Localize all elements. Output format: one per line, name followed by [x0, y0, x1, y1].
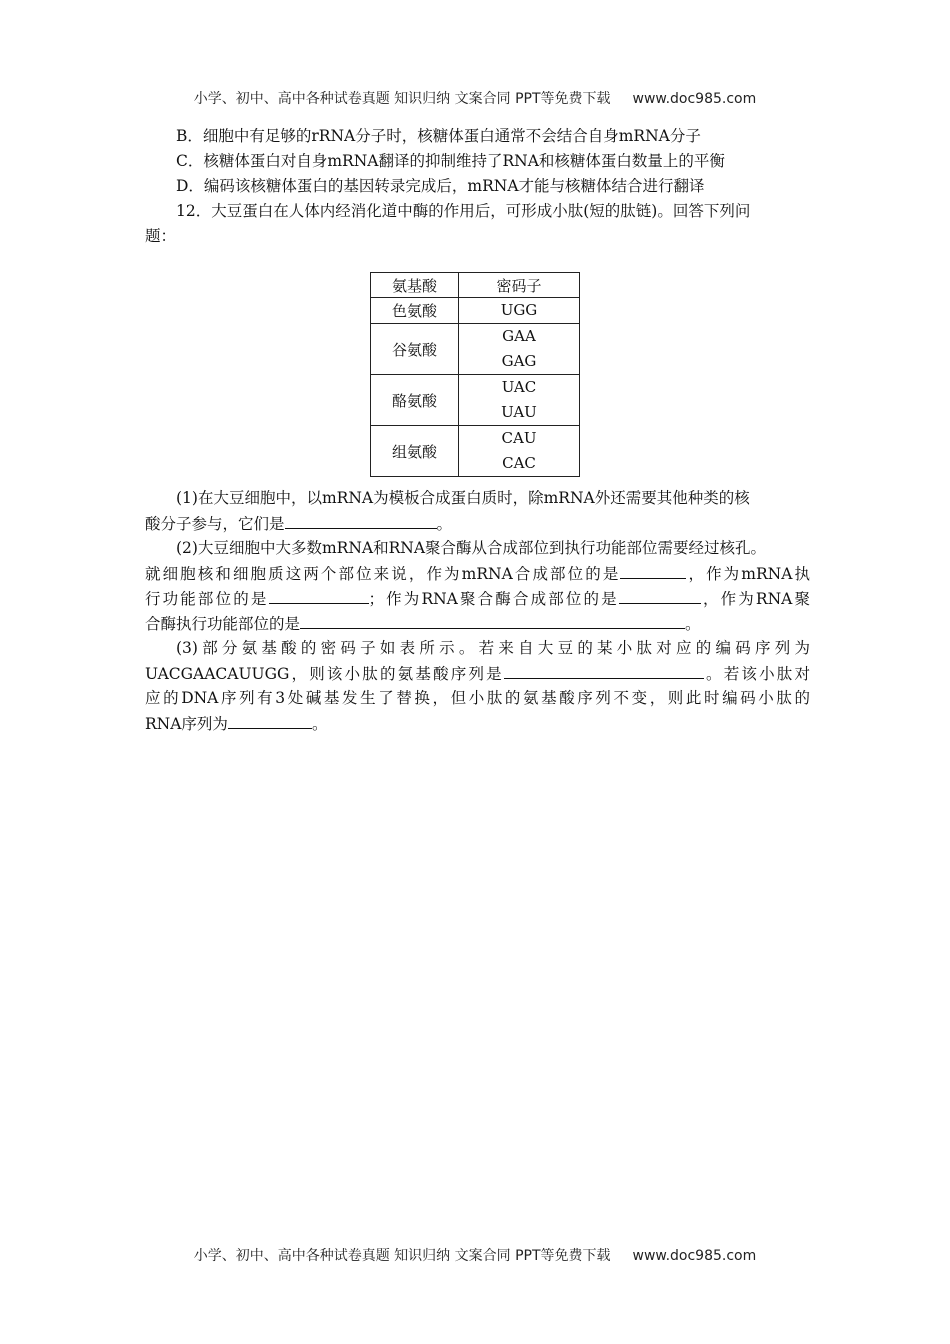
- part-1-text: 酸分子参与，它们是: [145, 515, 285, 533]
- codon: UAC: [501, 378, 537, 396]
- amino-acid-cell: 色氨酸: [371, 298, 459, 324]
- amino-acid-cell: 组氨酸: [371, 426, 459, 477]
- codon: GAA: [502, 327, 536, 345]
- page-footer: [0, 1245, 950, 1265]
- codon-cell: [459, 324, 580, 375]
- part-2-line-1: (2)大豆细胞中大多数mRNA和RNA聚合酶从合成部位到执行功能部位需要经过核孔。: [176, 539, 767, 557]
- header-url[interactable]: www.doc985.com: [632, 91, 757, 107]
- footer-url[interactable]: www.doc985.com: [632, 1248, 757, 1264]
- codon: UAU: [501, 403, 537, 421]
- answer-blank-6[interactable]: [504, 661, 704, 679]
- part-2-text-b: ，作为mRNA执: [686, 565, 810, 583]
- part-1-line-1: (1)在大豆细胞中，以mRNA为模板合成蛋白质时，除mRNA外还需要其他种类的核: [176, 489, 750, 507]
- answer-blank-2[interactable]: [620, 561, 686, 579]
- table-row: [371, 298, 580, 324]
- table-header-row: [371, 273, 580, 298]
- page-header: [0, 88, 950, 108]
- codon-cell: [459, 426, 580, 477]
- codon-table: [370, 272, 580, 477]
- footer-text: 小学、初中、高中各种试卷真题 知识归纳 文案合同 PPT等免费下载: [193, 1248, 611, 1264]
- answer-blank-5[interactable]: [300, 611, 685, 629]
- part-2-end: 。: [685, 615, 701, 633]
- table-header-amino: 氨基酸: [371, 273, 459, 298]
- codon: GAG: [501, 352, 537, 370]
- part-1-line-2: [145, 511, 810, 536]
- option-c: C．核糖体蛋白对自身mRNA翻译的抑制维持了RNA和核糖体蛋白数量上的平衡: [176, 152, 725, 170]
- table-row: [371, 324, 580, 375]
- part-3-text-a: UACGAACAUUGG，则该小肽的氨基酸序列是: [145, 665, 504, 683]
- codon-cell: [459, 298, 580, 324]
- question-12-stem: 12．大豆蛋白在人体内经消化道中酶的作用后，可形成小肽(短的肽链)。回答下列问: [176, 202, 751, 220]
- codon: UGG: [500, 301, 538, 319]
- amino-acid-cell: 酪氨酸: [371, 375, 459, 426]
- answer-blank-1[interactable]: [285, 511, 437, 529]
- option-b: B．细胞中有足够的rRNA分子时，核糖体蛋白通常不会结合自身mRNA分子: [176, 127, 701, 145]
- part-2-text-e: ，作为RNA聚: [700, 590, 810, 608]
- table-row: [371, 426, 580, 477]
- part-3-line-3: 应的DNA序列有3处碱基发生了替换，但小肽的氨基酸序列不变，则此时编码小肽的: [145, 689, 810, 707]
- part-3-text-c: RNA序列为: [145, 715, 228, 733]
- codon-cell: [459, 375, 580, 426]
- part-3-line-2: [145, 661, 810, 686]
- header-text: 小学、初中、高中各种试卷真题 知识归纳 文案合同 PPT等免费下载: [193, 91, 611, 107]
- part-2-text-a: 就细胞核和细胞质这两个部位来说，作为mRNA合成部位的是: [145, 565, 621, 583]
- part-1-end: 。: [436, 515, 453, 533]
- table-header-codon: 密码子: [459, 273, 580, 298]
- answer-blank-4[interactable]: [619, 586, 701, 604]
- part-2-text-f: 合酶执行功能部位的是: [145, 615, 301, 633]
- codon: CAC: [502, 454, 536, 472]
- table-row: [371, 375, 580, 426]
- option-d: D．编码该核糖体蛋白的基因转录完成后，mRNA才能与核糖体结合进行翻译: [176, 177, 705, 195]
- part-2-text-c: 行功能部位的是: [145, 590, 269, 608]
- part-2-line-2: [145, 561, 810, 586]
- part-2-text-d: ；作为RNA聚合酶合成部位的是: [368, 590, 619, 608]
- part-2-line-3: [145, 586, 810, 611]
- part-3-line-1: (3)部分氨基酸的密码子如表所示。若来自大豆的某小肽对应的编码序列为: [176, 639, 810, 657]
- part-3-line-4: [145, 711, 810, 736]
- answer-blank-3[interactable]: [269, 586, 369, 604]
- part-3-end: 。: [311, 715, 328, 733]
- codon: CAU: [501, 429, 537, 447]
- part-2-line-4: [145, 611, 810, 636]
- amino-acid-cell: 谷氨酸: [371, 324, 459, 375]
- part-3-text-b: 。若该小肽对: [703, 665, 810, 683]
- answer-blank-7[interactable]: [228, 711, 312, 729]
- question-12-stem-cont: 题：: [145, 227, 177, 245]
